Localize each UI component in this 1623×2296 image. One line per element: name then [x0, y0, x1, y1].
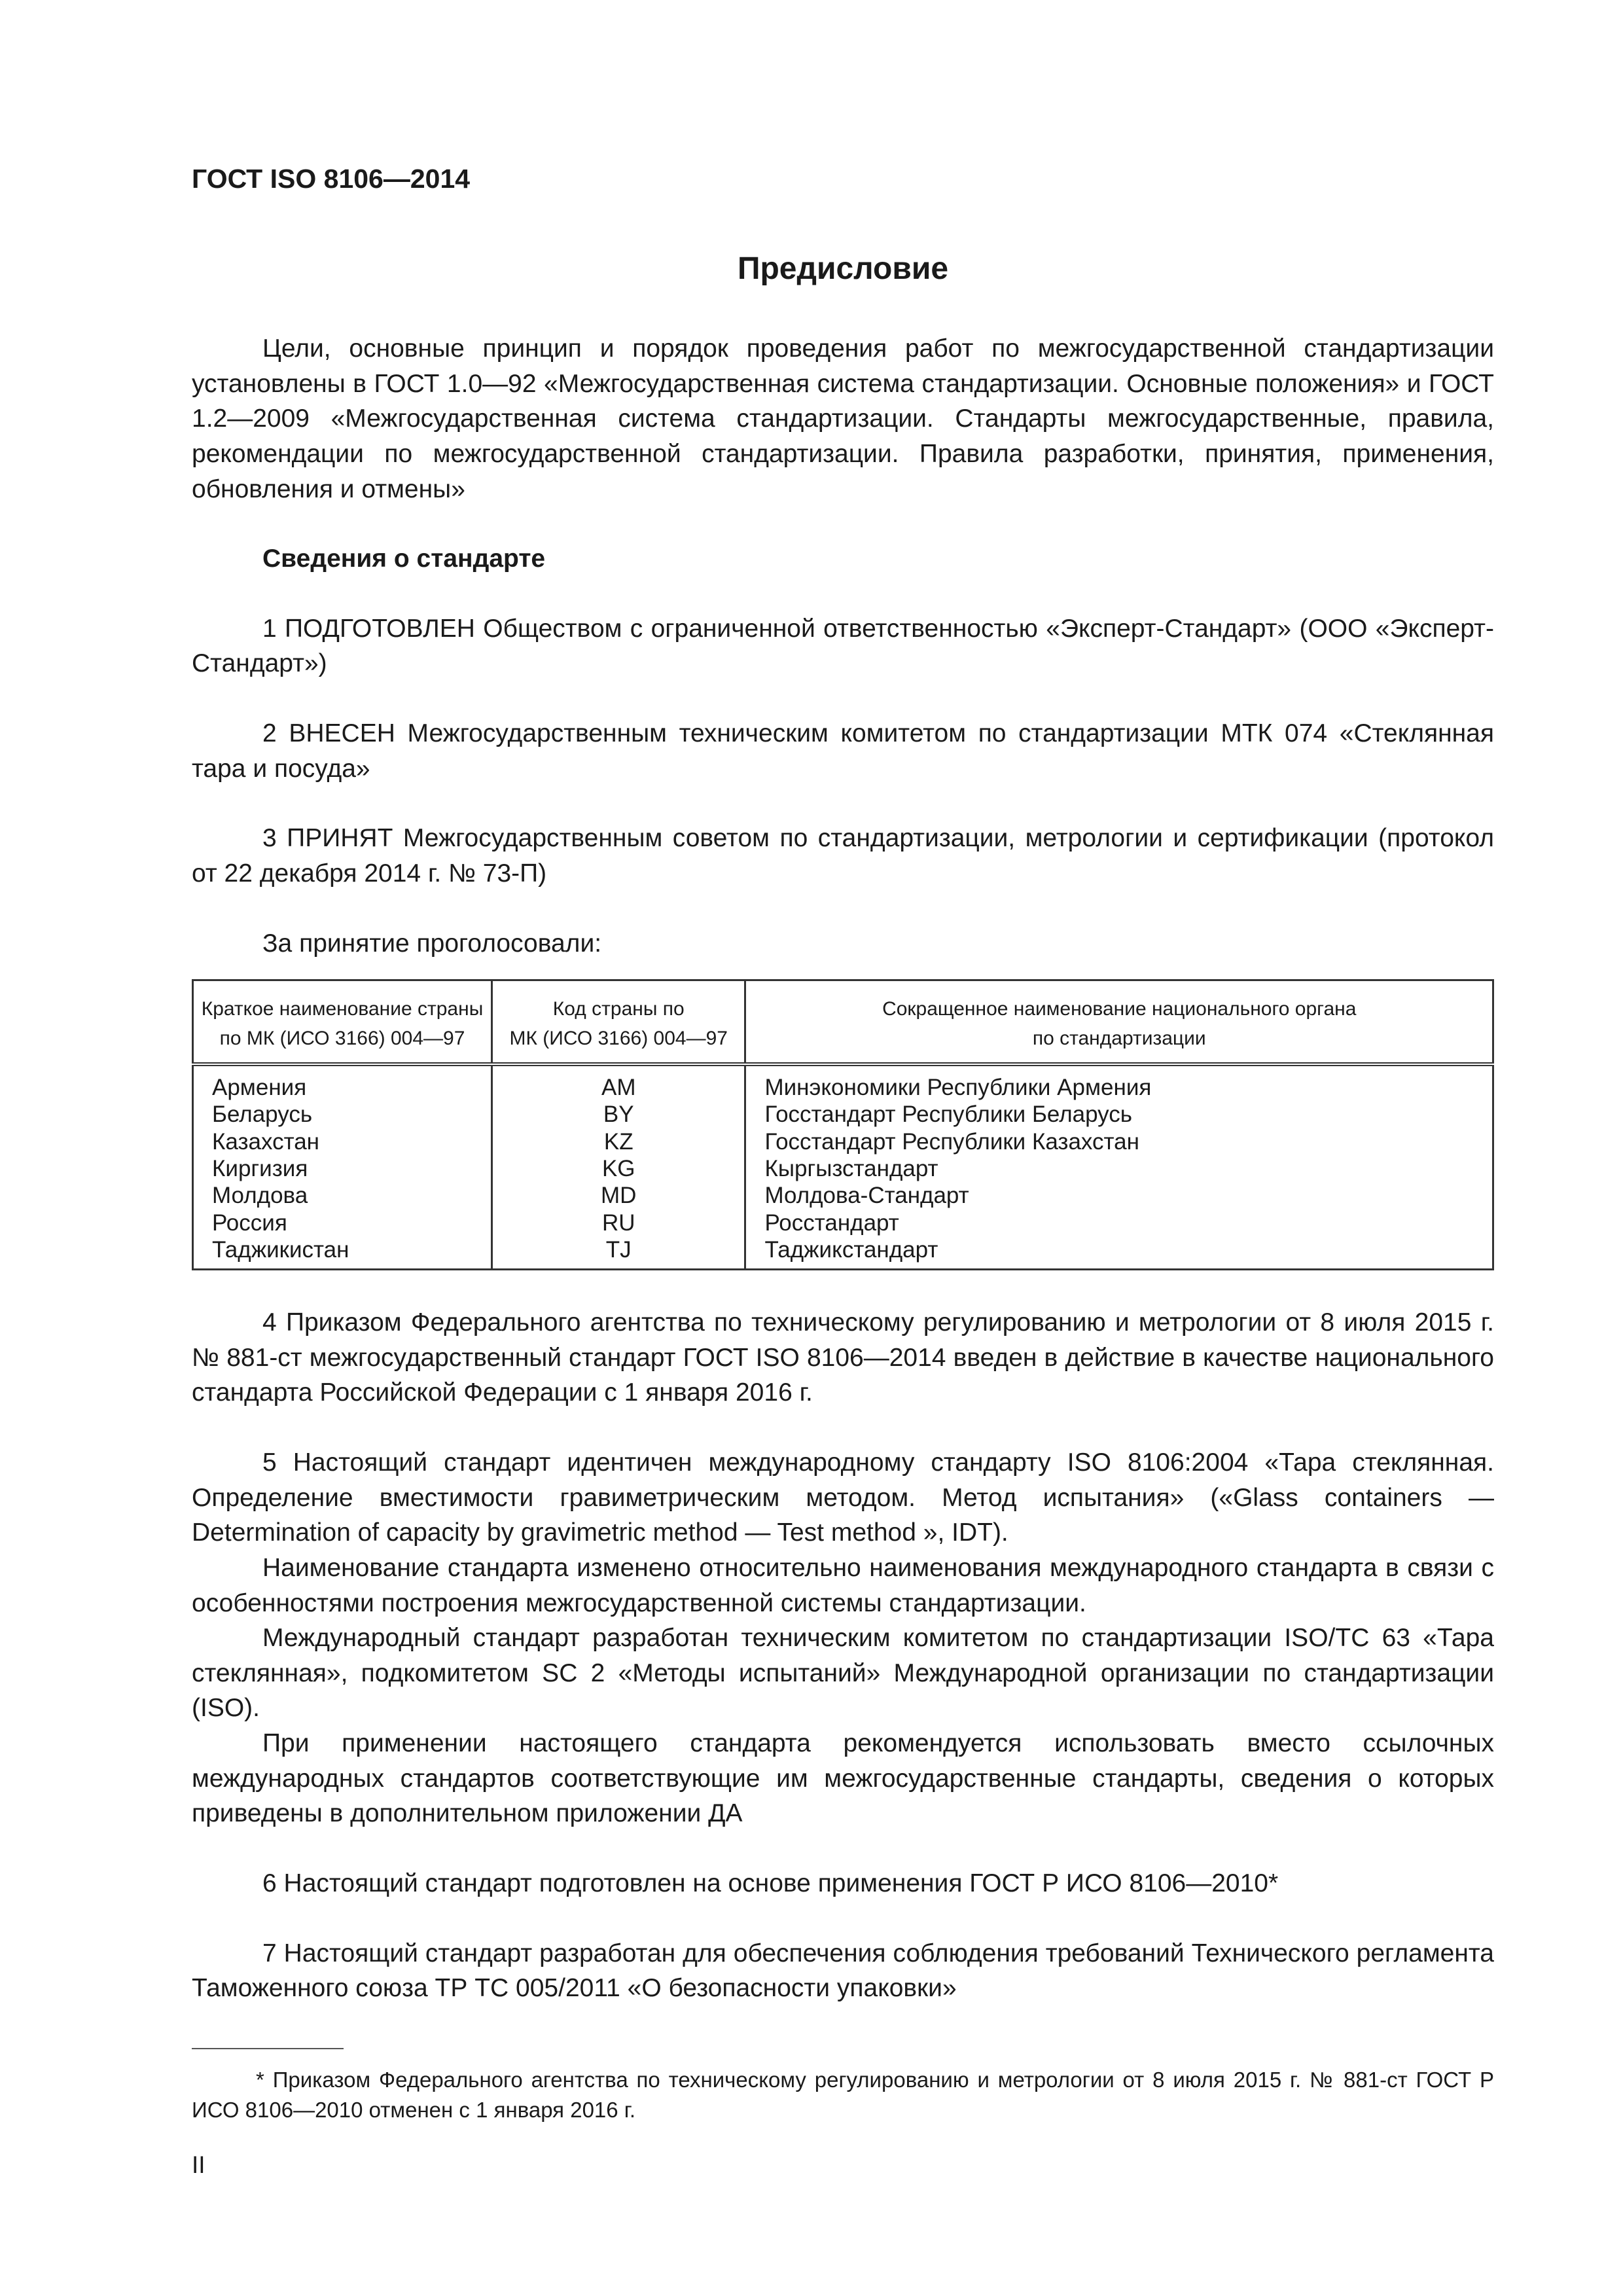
table-header-row [193, 980, 1493, 1065]
item-7-paragraph: 7 Настоящий стандарт разработан для обеспечения соблюдения требований Технического регламента Таможенного союза ТР ТС 005/2011 «О безопасности упаковки» [192, 1939, 1494, 2003]
item-2-paragraph: 2 ВНЕСЕН Межгосударственным техническим комитетом по стандартизации МТК 074 «Стеклянная тара и посуда» [192, 719, 1494, 783]
item-5-paragraph: 5 Настоящий стандарт идентичен международному стандарту ISO 8106:2004 «Тара стеклянная. Определение вместимости гравиметрическим методом. Метод испытания» («Glass containers — Determination of capacity by gravimetric method — Test method », IDT). [192, 1448, 1494, 1547]
table-row [193, 1236, 1493, 1270]
cell-code: AM [492, 1064, 745, 1101]
item-4-paragraph: 4 Приказом Федерального агентства по техническому регулированию и метрологии от 8 июля 2015 г. № 881-ст межгосударственный стандарт ГОСТ ISO 8106—2014 введен в действие в качестве национального стандарта Российской Федерации с 1 января 2016 г. [192, 1308, 1494, 1407]
table-row [193, 1182, 1493, 1209]
cell-code: BY [492, 1101, 745, 1128]
header-code-line1: Код страны по [552, 998, 685, 1020]
header-body-line1: Сокращенное наименование национального органа [882, 998, 1357, 1020]
cell-body: Росстандарт [745, 1210, 1493, 1236]
intro-paragraph: Цели, основные принцип и порядок проведения работ по межгосударственной стандартизации установлены в ГОСТ 1.0—92 «Межгосударственная система стандартизации. Основные положения» и ГОСТ 1.2—2009 «Межгосударственная система стандартизации. Стандарты межгосударственные, правила, рекомендации по межгосударственной стандартизации. Правила разработки, принятия, применения, обновления и отмены» [192, 334, 1494, 503]
cell-country: Киргизия [193, 1155, 492, 1182]
cell-code: KG [492, 1155, 745, 1182]
table-row [193, 1101, 1493, 1128]
header-country-line1: Краткое наименование страны [201, 998, 484, 1020]
cell-code: MD [492, 1182, 745, 1209]
cell-body: Минэкономики Республики Армения [745, 1064, 1493, 1101]
voting-table [192, 979, 1494, 1270]
document-page [192, 164, 1494, 2182]
header-body-line2: по стандартизации [1032, 1028, 1206, 1050]
cell-body: Госстандарт Республики Беларусь [745, 1101, 1493, 1128]
item-3-paragraph: 3 ПРИНЯТ Межгосударственным советом по стандартизации, метрологии и сертификации (протокол от 22 декабря 2014 г. № 73-П) [192, 824, 1494, 888]
item-1-paragraph: 1 ПОДГОТОВЛЕН Обществом с ограниченной ответственностью «Эксперт-Стандарт» (ООО «Эксперт-Стандарт») [192, 614, 1494, 678]
cell-country: Казахстан [193, 1128, 492, 1155]
header-code-line2: МК (ИСО 3166) 004—97 [509, 1028, 728, 1050]
vote-intro: За принятие проголосовали: [262, 929, 602, 958]
table-row [193, 1128, 1493, 1155]
page-number: II [192, 2151, 205, 2179]
cell-body: Кыргызстандарт [745, 1155, 1493, 1182]
cell-code: TJ [492, 1236, 745, 1270]
header-body [745, 980, 1493, 1065]
cell-country: Таджикистан [193, 1236, 492, 1270]
cell-country: Беларусь [193, 1101, 492, 1128]
cell-body: Таджикстандарт [745, 1236, 1493, 1270]
header-code [492, 980, 745, 1065]
table-row [193, 1155, 1493, 1182]
cell-country: Армения [193, 1064, 492, 1101]
document-id: ГОСТ ISO 8106—2014 [192, 164, 471, 194]
cell-body: Госстандарт Республики Казахстан [745, 1128, 1493, 1155]
footnote-divider [192, 2048, 344, 2049]
item-5-developer-note: Международный стандарт разработан техническим комитетом по стандартизации ISO/TC 63 «Тара стеклянная», подкомитетом SC 2 «Методы испытаний» Международной организации по стандартизации (ISO). [192, 1624, 1494, 1723]
cell-code: KZ [492, 1128, 745, 1155]
cell-country: Молдова [193, 1182, 492, 1209]
footnote: * Приказом Федерального агентства по техническому регулированию и метрологии от 8 июля 2015 г. № 881-ст ГОСТ Р ИСО 8106—2010 отменен с 1 января 2016 г. [192, 2067, 1494, 2123]
cell-country: Россия [193, 1210, 492, 1236]
table-row [193, 1210, 1493, 1236]
header-country [193, 980, 492, 1065]
item-5-references-note: При применении настоящего стандарта рекомендуется использовать вместо ссылочных международных стандартов соответствующие им межгосударственные стандарты, сведения о которых приведены в дополнительном приложении ДА [192, 1729, 1494, 1828]
item-5-name-note: Наименование стандарта изменено относительно наименования международного стандарта в связи с особенностями построения межгосударственной системы стандартизации. [192, 1553, 1494, 1617]
cell-code: RU [492, 1210, 745, 1236]
section-heading: Сведения о стандарте [262, 545, 546, 573]
header-country-line2: по МК (ИСО 3166) 004—97 [219, 1028, 465, 1050]
item-6-paragraph: 6 Настоящий стандарт подготовлен на основе применения ГОСТ Р ИСО 8106—2010* [262, 1869, 1279, 1897]
cell-body: Молдова-Стандарт [745, 1182, 1493, 1209]
table-row [193, 1064, 1493, 1101]
page-title: Предисловие [737, 251, 949, 286]
